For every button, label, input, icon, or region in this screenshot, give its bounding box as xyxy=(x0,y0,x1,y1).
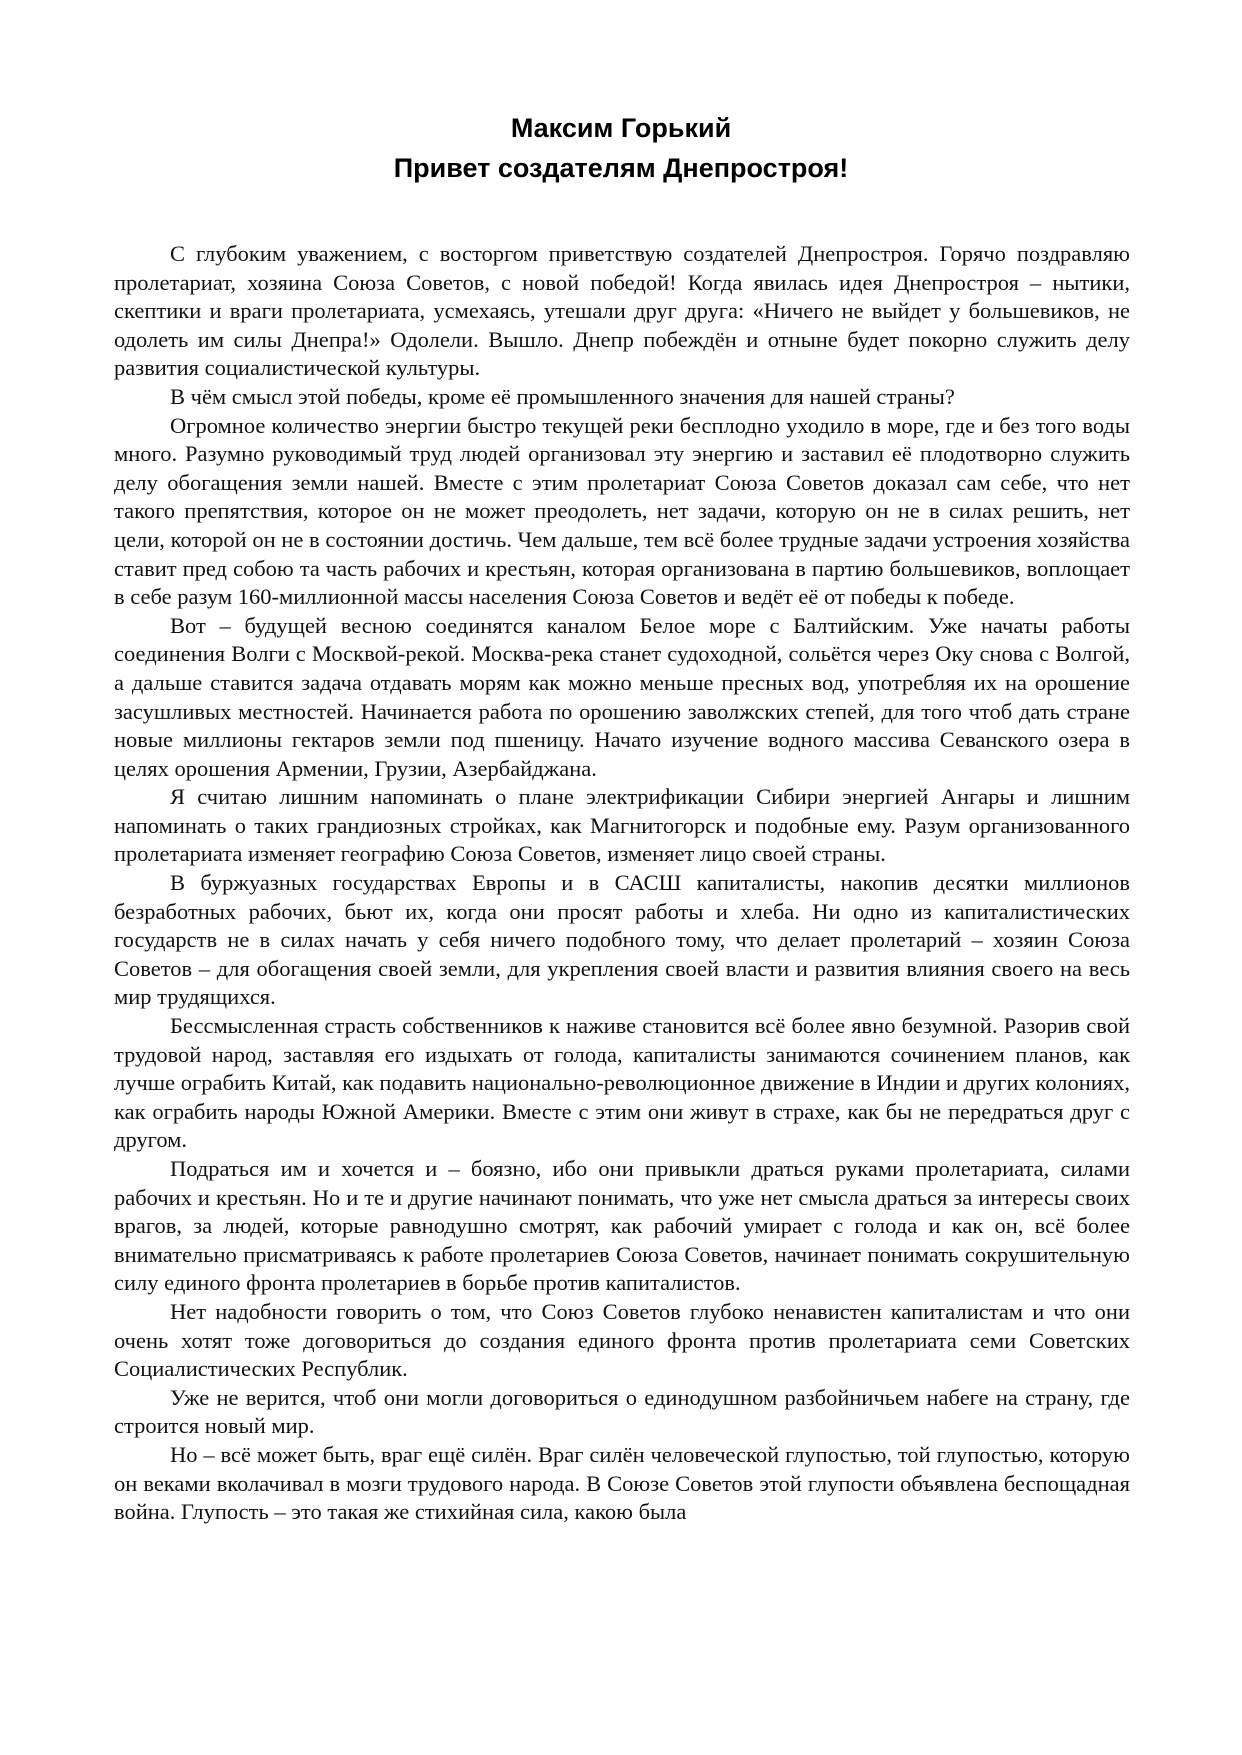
article-body xyxy=(114,240,1130,1527)
title-block xyxy=(0,108,1242,188)
paragraph: Нет надобности говорить о том, что Союз Советов глубоко ненавистен капиталистам и что они очень хотят тоже договориться до создания единого фронта против пролетариата семи Советских Социалистических Республик. xyxy=(114,1298,1130,1382)
paragraph: Огромное количество энергии быстро текущей реки бесплодно уходило в море, где и без того воды много. Разумно руководимый труд людей организовал эту энергию и заставил её плодотворно служить делу обогащения земли нашей. Вместе с этим пролетариат Союза Советов доказал сам себе, что нет такого препятствия, которое он не может преодолеть, нет задачи, которую он не в силах решить, нет цели, которой он не в состоянии достичь. Чем дальше, тем всё более трудные задачи устроения хозяйства ставит пред собою та часть рабочих и крестьян, которая организована в партию большевиков, воплощает в себе разум 160-миллионной массы населения Союза Советов и ведёт её от победы к победе. xyxy=(114,412,1130,610)
paragraph: Уже не верится, чтоб они могли договориться о единодушном разбойничьем набеге на страну, где строится новый мир. xyxy=(114,1384,1130,1439)
author-name: Максим Горький xyxy=(510,113,732,143)
paragraph: Вот – будущей весною соединятся каналом Белое море с Балтийским. Уже начаты работы соединения Волги с Москвой-рекой. Москва-река станет судоходной, сольётся через Оку снова с Волгой, а дальше ставится задача отдавать морям как можно меньше пресных вод, употребляя их на орошение засушливых местностей. Начинается работа по орошению заволжских степей, для того чтоб дать стране новые миллионы гектаров земли под пшеницу. Начато изучение водного массива Севанского озера в целях орошения Армении, Грузии, Азербайджана. xyxy=(114,612,1130,781)
paragraph: Бессмысленная страсть собственников к наживе становится всё более явно безумной. Разорив свой трудовой народ, заставляя его издыхать от голода, капиталисты занимаются сочинением планов, как лучше ограбить Китай, как подавить национально-революционное движение в Индии и других колониях, как ограбить народы Южной Америки. Вместе с этим они живут в страхе, как бы не передраться друг с другом. xyxy=(114,1013,1130,1153)
paragraph: Я считаю лишним напоминать о плане электрификации Сибири энергией Ангары и лишним напоминать о таких грандиозных стройках, как Магнитогорск и подобные ему. Разум организованного пролетариата изменяет географию Союза Советов, изменяет лицо своей страны. xyxy=(114,784,1130,867)
paragraph: С глубоким уважением, с восторгом приветствую создателей Днепростроя. Горячо поздравляю пролетариат, хозяина Союза Советов, с новой победой! Когда явилась идея Днепростроя – нытики, скептики и враги пролетариата, усмехаясь, утешали друг друга: «Ничего не выйдет у большевиков, не одолеть им силы Днепра!» Одолели. Вышло. Днепр побеждён и отныне будет покорно служить делу развития социалистической культуры. xyxy=(114,241,1130,381)
paragraph: Подраться им и хочется и – боязно, ибо они привыкли драться руками пролетариата, силами рабочих и крестьян. Но и те и другие начинают понимать, что уже нет смысла драться за интересы своих врагов, за людей, которые равнодушно смотрят, как рабочий умирает с голода и как он, всё более внимательно присматриваясь к работе пролетариев Союза Советов, начинает понимать сокрушительную силу единого фронта пролетариев в борьбе против капиталистов. xyxy=(114,1156,1130,1296)
article-title: Привет создателям Днепростроя! xyxy=(393,153,849,183)
paragraph: В чём смысл этой победы, кроме её промышленного значения для нашей страны? xyxy=(170,383,955,409)
paragraph: Но – всё может быть, враг ещё силён. Враг силён человеческой глупостью, той глупостью, которую он веками вколачивал в мозги трудового народа. В Союзе Советов этой глупости объявлена беспощадная война. Глупость – это такая же стихийная сила, какою была xyxy=(114,1441,1130,1525)
paragraph: В буржуазных государствах Европы и в САСШ капиталисты, накопив десятки миллионов безработных рабочих, бьют их, когда они просят работы и хлеба. Ни одно из капиталистических государств не в силах начать у себя ничего подобного тому, что делает пролетарий – хозяин Союза Советов – для обогащения своей земли, для укрепления своей власти и развития влияния своего на весь мир трудящихся. xyxy=(114,870,1130,1010)
